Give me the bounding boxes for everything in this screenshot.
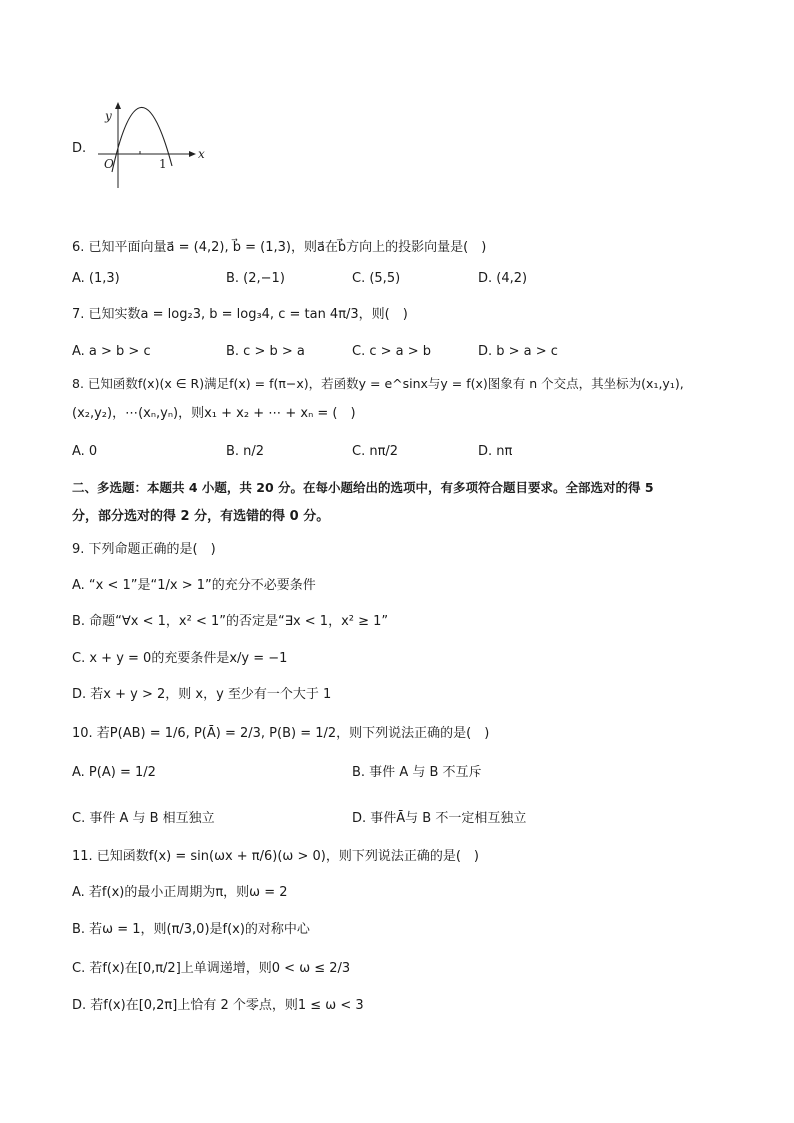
- y-axis-arrow-icon: [115, 102, 121, 109]
- q8-option-c: C. nπ/2: [352, 444, 399, 459]
- x-axis-label: x: [198, 147, 205, 161]
- q8-option-d: D. nπ: [478, 444, 513, 459]
- q10-option-d: D. 事件Ā与 B 不一定相互独立: [352, 811, 527, 826]
- q6-stem: 6. 已知平面向量a⃗ = (4,2), b⃗ = (1,3)，则a⃗在b⃗方向上的投影向量是( ): [72, 240, 487, 255]
- q8-stem-line2: (x₂,y₂)，⋯(xₙ,yₙ)，则x₁ + x₂ + ⋯ + xₙ = ( ): [72, 406, 356, 421]
- origin-label: O: [104, 157, 114, 171]
- q6-option-c: C. (5,5): [352, 271, 401, 286]
- q11-option-c: C. 若f(x)在[0,π/2]上单调递增，则0 < ω ≤ 2/3: [72, 961, 351, 976]
- q7-option-c: C. c > a > b: [352, 344, 432, 359]
- q11-option-d: D. 若f(x)在[0,2π]上恰有 2 个零点，则1 ≤ ω < 3: [72, 998, 364, 1013]
- q7-option-b: B. c > b > a: [226, 344, 305, 359]
- q9-option-c: C. x + y = 0的充要条件是x/y = −1: [72, 651, 288, 666]
- q7-option-d: D. b > a > c: [478, 344, 558, 359]
- section2-header-line1: 二、多选题：本题共 4 小题，共 20 分。在每小题给出的选项中，有多项符合题目要求。全部选对的得 5: [72, 480, 654, 495]
- q11-option-a: A. 若f(x)的最小正周期为π，则ω = 2: [72, 885, 288, 900]
- x-axis-arrow-icon: [189, 151, 196, 157]
- q5-parabola-graph: [92, 96, 212, 196]
- section2-header-line2: 分，部分选对的得 2 分，有选错的得 0 分。: [72, 509, 330, 524]
- q9-stem: 9. 下列命题正确的是( ): [72, 542, 216, 557]
- q10-stem: 10. 若P(AB) = 1/6, P(Ā) = 2/3, P(B) = 1/2，则下列说法正确的是( ): [72, 726, 490, 741]
- q11-option-b: B. 若ω = 1，则(π/3,0)是f(x)的对称中心: [72, 922, 310, 937]
- q8-option-b: B. n/2: [226, 444, 265, 459]
- q10-option-b: B. 事件 A 与 B 不互斥: [352, 765, 482, 780]
- q9-option-d: D. 若x + y > 2，则 x，y 至少有一个大于 1: [72, 687, 332, 702]
- q9-option-a: A. “x < 1”是“1/x > 1”的充分不必要条件: [72, 578, 316, 593]
- q11-stem: 11. 已知函数f(x) = sin(ωx + π/6)(ω > 0)，则下列说法正确的是( ): [72, 849, 479, 864]
- q8-option-a: A. 0: [72, 444, 98, 459]
- q6-option-d: D. (4,2): [478, 271, 528, 286]
- q8-stem-line1: 8. 已知函数f(x)(x ∈ R)满足f(x) = f(π−x)，若函数y = e^sinx与y = f(x)图象有 n 个交点，其坐标为(x₁,y₁),: [72, 376, 684, 391]
- q7-option-a: A. a > b > c: [72, 344, 151, 359]
- y-axis-label: y: [105, 109, 112, 123]
- q9-option-b: B. 命题“∀x < 1，x² < 1”的否定是“∃x < 1，x² ≥ 1”: [72, 614, 389, 629]
- q6-option-a: A. (1,3): [72, 271, 120, 286]
- q7-stem: 7. 已知实数a = log₂3, b = log₃4, c = tan 4π/3，则( ): [72, 307, 408, 322]
- q10-option-a: A. P(A) = 1/2: [72, 765, 156, 780]
- q5-option-d-label: D.: [72, 141, 87, 156]
- q10-option-c: C. 事件 A 与 B 相互独立: [72, 811, 215, 826]
- tick-label-one: 1: [159, 157, 167, 171]
- q6-option-b: B. (2,−1): [226, 271, 285, 286]
